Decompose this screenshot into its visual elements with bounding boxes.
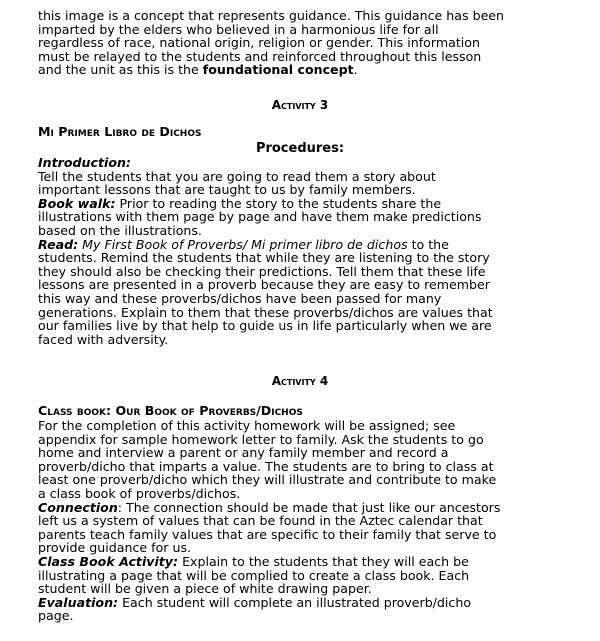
introduction-line: important lessons that are taught to us by family members. [38, 182, 416, 198]
class-book-line: illustrating a page that will be complied to create a class book. Each [38, 567, 470, 583]
class-book-line [38, 555, 583, 569]
intro-line: this image is a concept that represents guidance. This guidance has been [38, 8, 505, 23]
read-line: our families live by that help to guide us in life particularly when we are [38, 318, 492, 334]
connection-label: Connection [38, 499, 118, 515]
connection-line: provide guidance for us. [38, 540, 192, 556]
evaluation-text: Each student will complete an illustrated proverb/dicho [118, 594, 472, 610]
intro-line: regardless of race, national origin, religion or gender. This information [38, 35, 480, 51]
activity-3-title-block [38, 125, 583, 139]
intro-last-prefix: and the unit as this is the [38, 62, 203, 78]
intro-last-suffix: . [353, 62, 358, 78]
activity-4-intro-line: a class book of proverbs/dichos. [38, 485, 241, 501]
intro-paragraph [38, 9, 583, 77]
evaluation-label: Evaluation: [38, 594, 119, 610]
activity-3-title: Mi Primer Libro de Dichos [38, 124, 202, 139]
activity-4-intro-line: least one proverb/dicho which they will illustrate and contribute to make [38, 472, 497, 488]
book-walk-line [38, 197, 583, 211]
read-line: faced with adversity. [38, 331, 169, 347]
connection-line: parents teach family values that are specific to their family that serve to [38, 526, 497, 542]
introduction-label: Introduction: [38, 155, 131, 170]
read-first-suffix: to the [407, 236, 449, 252]
intro-line-last [38, 63, 583, 77]
class-book-text: Explain to the students that they will each be [178, 553, 469, 569]
book-walk-line: illustrations with them page by page and have them make predictions [38, 209, 482, 225]
read-line: they should also be checking their predictions. Tell them that these life [38, 263, 486, 279]
evaluation-line [38, 596, 583, 610]
read-book-title: My First Book of Proverbs/ Mi primer libro de dichos [78, 236, 408, 252]
class-book-label: Class Book Activity: [38, 553, 179, 569]
activity-4-heading: Activity 4 [271, 374, 329, 388]
intro-line: imparted by the elders who believed in a harmonious life for all [38, 21, 439, 37]
procedures-heading: Procedures: [255, 141, 345, 156]
intro-line: must be relayed to the students and reinforced throughout this lesson [38, 48, 482, 64]
connection-line: left us a system of values that can be found in the Aztec calendar that [38, 513, 483, 529]
activity-3-heading: Activity 3 [271, 98, 329, 112]
activity-4-intro-line: home and interview a parent or any family member and record a [38, 445, 449, 461]
book-walk-text: Prior to reading the story to the students share the [115, 195, 442, 211]
connection-text: : The connection should be made that just like our ancestors [117, 499, 501, 515]
class-book-line: student will be given a piece of white drawing paper. [38, 581, 372, 597]
read-line: this way and these proverbs/dichos have been passed for many [38, 290, 442, 306]
activity-3-body [38, 156, 583, 346]
read-line [38, 238, 583, 252]
activity-4-intro-line: For the completion of this activity homework will be assigned; see [38, 418, 456, 433]
activity-4-title: Class book: Our Book of Proverbs/Dichos [38, 403, 303, 418]
read-line: lessons are presented in a proverb because they are easy to remember [38, 277, 490, 293]
activity-4-body [38, 419, 583, 623]
activity-4-title-block [38, 404, 583, 418]
read-label: Read: [38, 236, 79, 252]
book-walk-line: based on the illustrations. [38, 222, 202, 238]
connection-line [38, 501, 583, 515]
introduction-line: Tell the students that you are going to read them a story about [38, 168, 436, 184]
foundational-concept: foundational concept [202, 62, 354, 78]
book-walk-label: Book walk: [38, 195, 116, 211]
activity-4-intro-line: appendix for sample homework letter to family. Ask the students to go [38, 431, 484, 447]
evaluation-line: page. [38, 608, 74, 624]
read-line: generations. Explain to them that these proverbs/dichos are values that [38, 304, 493, 320]
read-line: students. Remind the students that while they are listening to the story [38, 250, 490, 266]
activity-4-intro-line: proverb/dicho that imparts a value. The students are to bring to class at [38, 458, 494, 474]
